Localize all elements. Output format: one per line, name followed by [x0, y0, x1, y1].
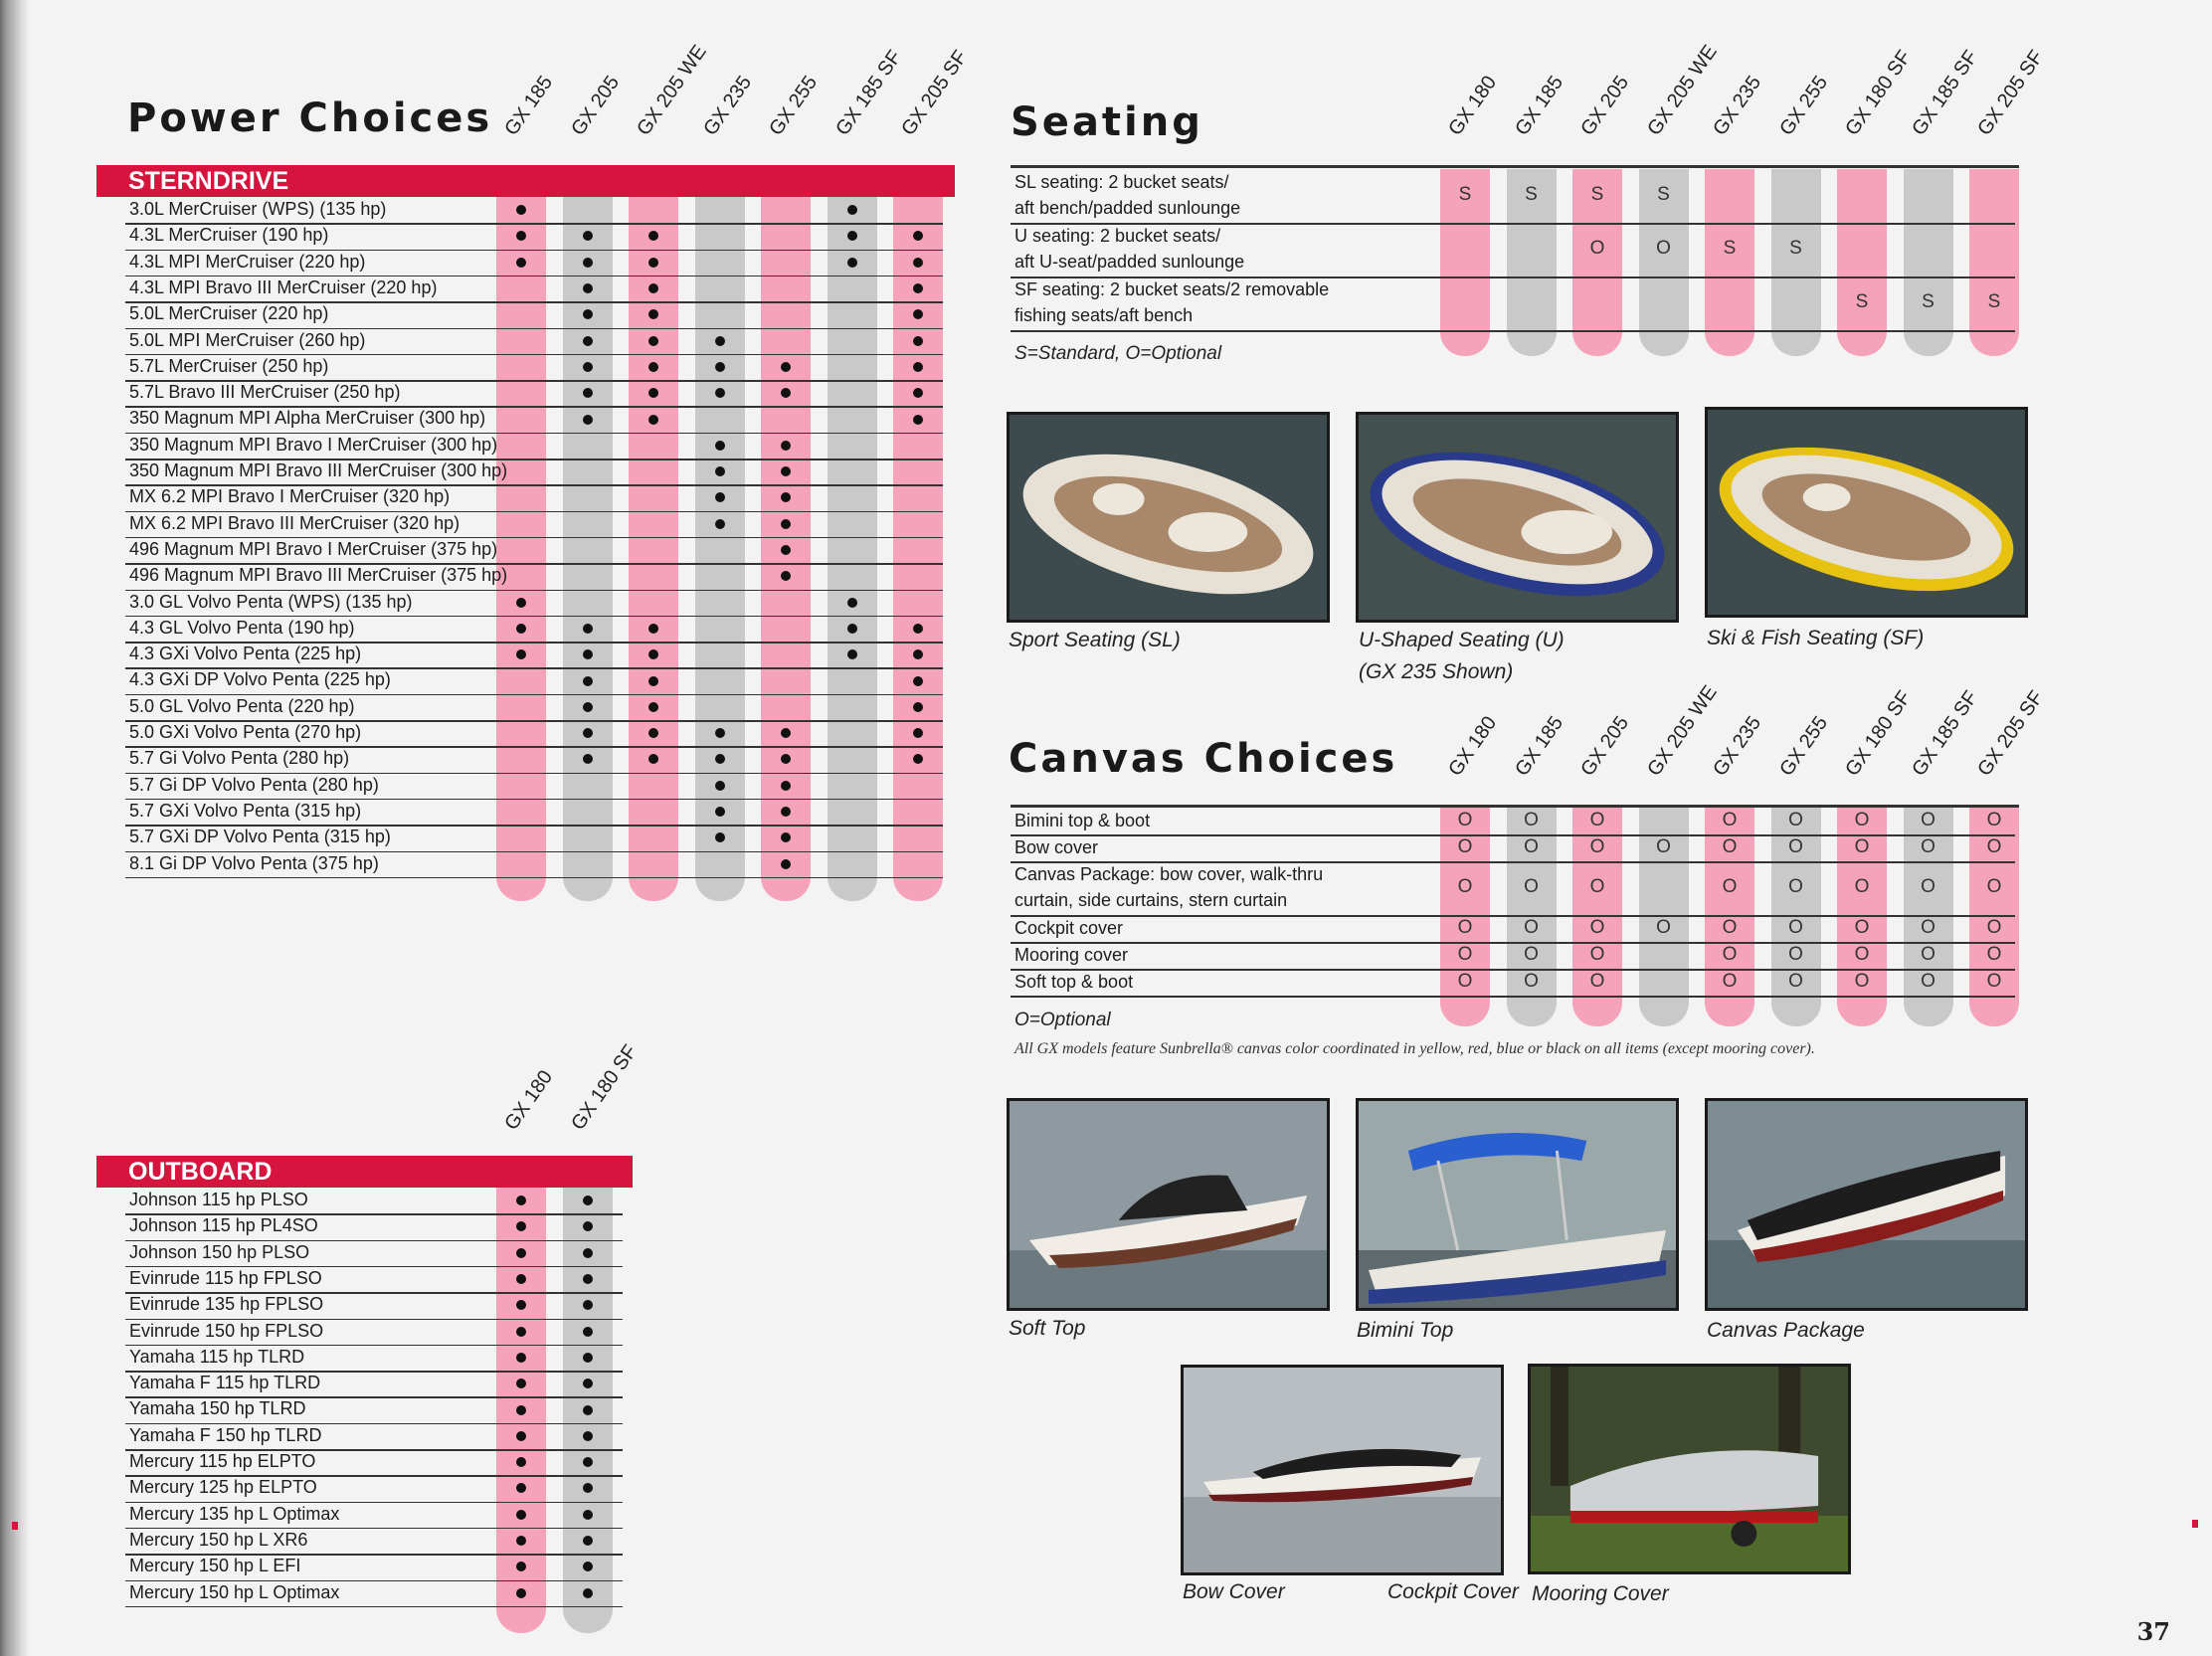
- row-label: 4.3 GXi DP Volvo Penta (225 hp): [129, 669, 391, 690]
- option-mark: O: [1986, 876, 2002, 897]
- row-label: Mercury 150 hp L Optimax: [129, 1581, 340, 1602]
- option-mark: O: [1457, 916, 1473, 938]
- bow-cover-caption: Bow Cover: [1183, 1580, 1285, 1603]
- row-rule: [1011, 223, 2015, 225]
- outboard-banner: OUTBOARD: [96, 1156, 633, 1188]
- row-label: Mercury 135 hp L Optimax: [129, 1503, 340, 1524]
- availability-dot: [583, 754, 593, 764]
- row-label: Mercury 150 hp L XR6: [129, 1529, 308, 1550]
- column-header: GX 180: [1444, 72, 1502, 140]
- availability-dot: [781, 441, 791, 451]
- option-mark: O: [1524, 876, 1539, 897]
- row-label: 4.3 GXi Volvo Penta (225 hp): [129, 644, 362, 664]
- availability-dot: [516, 1431, 526, 1441]
- column-header: GX 255: [1774, 72, 1832, 140]
- option-mark: O: [1589, 943, 1605, 965]
- row-label: 5.7L MerCruiser (250 hp): [129, 355, 329, 376]
- row-label-line2: aft U-seat/padded sunlounge: [1014, 252, 1245, 272]
- column-header: GX 185: [1510, 712, 1567, 781]
- column-header: GX 185 SF: [1907, 686, 1982, 781]
- column-header: GX 205 WE: [1642, 41, 1722, 140]
- option-mark: S: [1590, 184, 1604, 205]
- availability-dot: [583, 309, 593, 319]
- column-stripe: [1771, 169, 1821, 356]
- availability-dot: [583, 1510, 593, 1520]
- option-mark: O: [1656, 238, 1671, 259]
- availability-dot: [648, 676, 658, 686]
- availability-dot: [847, 231, 857, 241]
- option-mark: O: [1921, 876, 1936, 897]
- availability-dot: [516, 1353, 526, 1363]
- option-mark: O: [1524, 970, 1539, 992]
- row-label: Yamaha 150 hp TLRD: [129, 1398, 306, 1419]
- option-mark: S: [1657, 184, 1670, 205]
- seating-top-rule: [1011, 165, 2019, 168]
- option-mark: O: [1921, 916, 1936, 938]
- option-mark: O: [1854, 809, 1870, 830]
- availability-dot: [516, 598, 526, 608]
- column-header: GX 205 WE: [633, 41, 711, 140]
- availability-dot: [583, 1248, 593, 1258]
- row-label: Yamaha F 115 hp TLRD: [129, 1373, 321, 1393]
- availability-dot: [648, 624, 658, 634]
- row-label: 8.1 Gi DP Volvo Penta (375 hp): [129, 852, 379, 873]
- seating-title: Seating: [1011, 99, 1203, 145]
- row-label: 5.0L MerCruiser (220 hp): [129, 303, 329, 324]
- availability-dot: [847, 649, 857, 659]
- column-header: GX 205 WE: [1642, 681, 1722, 781]
- row-label: 3.0 GL Volvo Penta (WPS) (135 hp): [129, 591, 413, 612]
- availability-dot: [715, 388, 725, 398]
- row-label: 5.7 Gi Volvo Penta (280 hp): [129, 748, 350, 769]
- option-mark: O: [1722, 876, 1738, 897]
- bimini-top-caption: Bimini Top: [1357, 1319, 1454, 1342]
- availability-dot: [583, 702, 593, 712]
- row-label: Evinrude 115 hp FPLSO: [129, 1267, 322, 1288]
- option-mark: O: [1788, 876, 1803, 897]
- column-stripe: [1705, 169, 1754, 356]
- availability-dot: [583, 1457, 593, 1467]
- row-label: Johnson 115 hp PL4SO: [129, 1215, 318, 1236]
- mooring-cover-caption: Mooring Cover: [1532, 1582, 1669, 1605]
- row-label: Yamaha 115 hp TLRD: [129, 1346, 305, 1367]
- column-header: GX 235: [1709, 712, 1766, 781]
- availability-dot: [715, 466, 725, 476]
- row-label: 5.7 GXi DP Volvo Penta (315 hp): [129, 827, 391, 847]
- option-mark: O: [1854, 970, 1870, 992]
- row-label: Mooring cover: [1014, 945, 1129, 965]
- option-mark: O: [1457, 876, 1473, 897]
- option-mark: S: [1987, 291, 2001, 312]
- availability-dot: [715, 807, 725, 817]
- row-label: 5.0 GXi Volvo Penta (270 hp): [129, 722, 362, 742]
- row-label: 4.3 GL Volvo Penta (190 hp): [129, 617, 355, 638]
- column-header: GX 205 SF: [897, 46, 972, 140]
- canvas-choices-title: Canvas Choices: [1009, 736, 1398, 782]
- column-header: GX 235: [1709, 72, 1766, 140]
- seating-legend: S=Standard, O=Optional: [1014, 343, 1222, 364]
- row-label: 5.0 GL Volvo Penta (220 hp): [129, 695, 355, 716]
- option-mark: O: [1921, 835, 1936, 857]
- soft-top-caption: Soft Top: [1009, 1317, 1086, 1340]
- option-mark: O: [1921, 943, 1936, 965]
- availability-dot: [516, 1588, 526, 1598]
- availability-dot: [583, 1196, 593, 1205]
- page-number: 37: [2136, 1617, 2170, 1646]
- row-label: Johnson 115 hp PLSO: [129, 1190, 308, 1209]
- option-mark: O: [1986, 970, 2002, 992]
- option-mark: O: [1589, 835, 1605, 857]
- canvas-package-caption: Canvas Package: [1707, 1319, 1865, 1342]
- availability-dot: [583, 362, 593, 372]
- option-mark: S: [1922, 291, 1935, 312]
- row-label: Yamaha F 150 hp TLRD: [129, 1424, 322, 1445]
- column-header: GX 180: [500, 1066, 558, 1135]
- availability-dot: [781, 807, 791, 817]
- option-mark: O: [1788, 809, 1803, 830]
- u-shaped-seating-caption-2: (GX 235 Shown): [1359, 660, 1514, 683]
- option-mark: O: [1524, 943, 1539, 965]
- availability-dot: [648, 283, 658, 293]
- canvas-package-photo: [1705, 1098, 2028, 1311]
- option-mark: O: [1722, 970, 1738, 992]
- sunbrella-note: All GX models feature Sunbrella® canvas color coordinated in yellow, red, blue or black on all items (except mooring cover).: [1014, 1040, 1815, 1057]
- availability-dot: [583, 1405, 593, 1415]
- availability-dot: [781, 781, 791, 791]
- option-mark: O: [1921, 970, 1936, 992]
- availability-dot: [913, 258, 923, 268]
- row-rule: [125, 877, 943, 879]
- row-label: SL seating: 2 bucket seats/: [1014, 172, 1229, 192]
- availability-dot: [583, 283, 593, 293]
- column-header: GX 185 SF: [1907, 46, 1982, 140]
- sterndrive-banner: STERNDRIVE: [96, 165, 955, 197]
- option-mark: O: [1788, 916, 1803, 938]
- option-mark: O: [1986, 943, 2002, 965]
- availability-dot: [583, 1379, 593, 1388]
- row-label: Mercury 115 hp ELPTO: [129, 1451, 316, 1471]
- option-mark: O: [1524, 809, 1539, 830]
- availability-dot: [648, 415, 658, 425]
- row-label: Evinrude 150 hp FPLSO: [129, 1320, 324, 1341]
- option-mark: O: [1457, 835, 1473, 857]
- availability-dot: [715, 336, 725, 346]
- availability-dot: [847, 258, 857, 268]
- sport-seating-photo: [1007, 412, 1330, 623]
- availability-dot: [913, 624, 923, 634]
- availability-dot: [583, 231, 593, 241]
- row-rule: [125, 1606, 623, 1608]
- availability-dot: [715, 492, 725, 502]
- availability-dot: [648, 336, 658, 346]
- option-mark: O: [1986, 916, 2002, 938]
- option-mark: O: [1457, 809, 1473, 830]
- row-label: Bow cover: [1014, 837, 1099, 857]
- availability-dot: [781, 859, 791, 869]
- availability-dot: [913, 336, 923, 346]
- column-header: GX 235: [698, 72, 756, 140]
- availability-dot: [847, 205, 857, 215]
- option-mark: O: [1921, 809, 1936, 830]
- option-mark: O: [1722, 943, 1738, 965]
- row-label: 5.7 GXi Volvo Penta (315 hp): [129, 800, 362, 821]
- availability-dot: [583, 1353, 593, 1363]
- column-stripe: [1904, 169, 1953, 356]
- availability-dot: [715, 519, 725, 529]
- row-label: 4.3L MPI Bravo III MerCruiser (220 hp): [129, 276, 438, 297]
- option-mark: O: [1788, 970, 1803, 992]
- row-rule: [1011, 276, 2015, 278]
- option-mark: O: [1854, 916, 1870, 938]
- availability-dot: [715, 754, 725, 764]
- availability-dot: [516, 1274, 526, 1284]
- availability-dot: [516, 624, 526, 634]
- availability-dot: [516, 1405, 526, 1415]
- availability-dot: [583, 1221, 593, 1231]
- row-label: 4.3L MerCruiser (190 hp): [129, 225, 329, 246]
- availability-dot: [583, 1536, 593, 1546]
- power-choices-title: Power Choices: [127, 95, 493, 141]
- availability-dot: [913, 415, 923, 425]
- soft-top-photo: [1007, 1098, 1330, 1311]
- availability-dot: [583, 388, 593, 398]
- column-header: GX 185: [1510, 72, 1567, 140]
- availability-dot: [583, 1300, 593, 1310]
- availability-dot: [913, 702, 923, 712]
- bow-cockpit-cover-photo: [1181, 1365, 1504, 1575]
- column-stripe: [1837, 169, 1887, 356]
- availability-dot: [583, 1483, 593, 1493]
- row-label: U seating: 2 bucket seats/: [1014, 226, 1221, 246]
- option-mark: O: [1788, 835, 1803, 857]
- option-mark: O: [1722, 916, 1738, 938]
- availability-dot: [583, 676, 593, 686]
- column-stripe: [1969, 169, 2019, 356]
- row-label: 496 Magnum MPI Bravo III MerCruiser (375 hp): [129, 565, 508, 586]
- row-label: 350 Magnum MPI Bravo I MerCruiser (300 hp): [129, 434, 498, 455]
- option-mark: S: [1855, 291, 1869, 312]
- row-rule: [1011, 330, 2015, 332]
- row-label: 5.7 Gi DP Volvo Penta (280 hp): [129, 774, 379, 795]
- availability-dot: [648, 702, 658, 712]
- column-header: GX 180: [1444, 712, 1502, 781]
- availability-dot: [516, 1510, 526, 1520]
- availability-dot: [583, 1327, 593, 1337]
- row-label: 5.0L MPI MerCruiser (260 hp): [129, 329, 366, 350]
- u-shaped-seating-caption: U-Shaped Seating (U): [1359, 629, 1565, 651]
- column-header: GX 205: [1576, 712, 1634, 781]
- cockpit-cover-caption: Cockpit Cover: [1387, 1580, 1519, 1603]
- availability-dot: [516, 1327, 526, 1337]
- column-header: GX 185 SF: [830, 46, 906, 140]
- availability-dot: [583, 336, 593, 346]
- option-mark: O: [1788, 943, 1803, 965]
- column-header: GX 255: [765, 72, 823, 140]
- option-mark: O: [1854, 876, 1870, 897]
- option-mark: O: [1986, 809, 2002, 830]
- row-label: 5.7L Bravo III MerCruiser (250 hp): [129, 382, 401, 403]
- row-label: 496 Magnum MPI Bravo I MerCruiser (375 hp): [129, 538, 498, 559]
- row-label: Bimini top & boot: [1014, 811, 1151, 830]
- option-mark: O: [1457, 943, 1473, 965]
- row-label: 3.0L MerCruiser (WPS) (135 hp): [129, 199, 387, 219]
- availability-dot: [781, 362, 791, 372]
- availability-dot: [715, 832, 725, 842]
- availability-dot: [715, 728, 725, 738]
- option-mark: O: [1589, 970, 1605, 992]
- option-mark: S: [1525, 184, 1538, 205]
- availability-dot: [781, 545, 791, 555]
- ski-fish-seating-caption: Ski & Fish Seating (SF): [1707, 627, 1925, 649]
- option-mark: O: [1722, 835, 1738, 857]
- availability-dot: [715, 362, 725, 372]
- option-mark: O: [1986, 835, 2002, 857]
- row-label-line2: fishing seats/aft bench: [1014, 305, 1194, 325]
- availability-dot: [583, 1274, 593, 1284]
- option-mark: O: [1524, 835, 1539, 857]
- edge-mark-right: [2192, 1520, 2198, 1528]
- availability-dot: [583, 1431, 593, 1441]
- row-label: 4.3L MPI MerCruiser (220 hp): [129, 251, 366, 272]
- option-mark: O: [1656, 916, 1671, 938]
- availability-dot: [913, 676, 923, 686]
- column-header: GX 255: [1774, 712, 1832, 781]
- option-mark: O: [1854, 943, 1870, 965]
- option-mark: S: [1723, 238, 1737, 259]
- u-shaped-seating-photo: [1356, 412, 1679, 623]
- option-mark: O: [1524, 916, 1539, 938]
- availability-dot: [583, 728, 593, 738]
- option-mark: S: [1789, 238, 1802, 259]
- option-mark: S: [1458, 184, 1472, 205]
- availability-dot: [913, 362, 923, 372]
- row-label: Canvas Package: bow cover, walk-thru: [1014, 864, 1324, 884]
- availability-dot: [913, 283, 923, 293]
- option-mark: O: [1589, 916, 1605, 938]
- availability-dot: [583, 1588, 593, 1598]
- option-mark: O: [1722, 809, 1738, 830]
- option-mark: O: [1656, 835, 1671, 857]
- availability-dot: [648, 362, 658, 372]
- availability-dot: [715, 441, 725, 451]
- row-label: MX 6.2 MPI Bravo I MerCruiser (320 hp): [129, 486, 451, 507]
- row-label: Mercury 125 hp ELPTO: [129, 1477, 317, 1498]
- availability-dot: [847, 598, 857, 608]
- column-header: GX 180 SF: [1841, 686, 1916, 781]
- row-label-line2: curtain, side curtains, stern curtain: [1014, 890, 1288, 910]
- row-label: Cockpit cover: [1014, 918, 1124, 938]
- option-mark: O: [1589, 238, 1605, 259]
- availability-dot: [781, 519, 791, 529]
- column-header: GX 185: [500, 72, 558, 140]
- availability-dot: [583, 415, 593, 425]
- option-mark: O: [1589, 876, 1605, 897]
- row-rule: [1011, 861, 2015, 863]
- availability-dot: [583, 624, 593, 634]
- row-label: 350 Magnum MPI Alpha MerCruiser (300 hp): [129, 408, 486, 429]
- availability-dot: [583, 258, 593, 268]
- option-mark: O: [1854, 835, 1870, 857]
- availability-dot: [847, 624, 857, 634]
- availability-dot: [516, 258, 526, 268]
- ski-fish-seating-photo: [1705, 407, 2028, 618]
- binding-spine: [0, 0, 30, 1656]
- availability-dot: [583, 1562, 593, 1571]
- column-header: GX 205 SF: [1973, 686, 2048, 781]
- row-label: Soft top & boot: [1014, 972, 1134, 992]
- availability-dot: [516, 1248, 526, 1258]
- option-mark: O: [1589, 809, 1605, 830]
- option-mark: O: [1457, 970, 1473, 992]
- row-label: SF seating: 2 bucket seats/2 removable: [1014, 279, 1330, 299]
- column-header: GX 205: [566, 72, 624, 140]
- row-label: 350 Magnum MPI Bravo III MerCruiser (300 hp): [129, 460, 508, 480]
- sport-seating-caption: Sport Seating (SL): [1009, 629, 1181, 651]
- row-label-line2: aft bench/padded sunlounge: [1014, 198, 1241, 218]
- canvas-legend: O=Optional: [1014, 1010, 1111, 1030]
- row-label: Johnson 150 hp PLSO: [129, 1241, 310, 1262]
- availability-dot: [648, 258, 658, 268]
- column-header: GX 180 SF: [1841, 46, 1916, 140]
- availability-dot: [715, 781, 725, 791]
- bimini-top-photo: [1356, 1098, 1679, 1311]
- availability-dot: [583, 649, 593, 659]
- edge-mark-left: [12, 1522, 18, 1530]
- mooring-cover-photo: [1528, 1364, 1851, 1574]
- column-header: GX 180 SF: [566, 1040, 642, 1135]
- row-rule: [1011, 996, 2015, 998]
- row-label: Mercury 150 hp L EFI: [129, 1556, 301, 1576]
- column-header: GX 205 SF: [1973, 46, 2048, 140]
- row-label: Evinrude 135 hp FPLSO: [129, 1294, 324, 1315]
- row-label: MX 6.2 MPI Bravo III MerCruiser (320 hp): [129, 512, 461, 533]
- availability-dot: [516, 1536, 526, 1546]
- column-header: GX 205: [1576, 72, 1634, 140]
